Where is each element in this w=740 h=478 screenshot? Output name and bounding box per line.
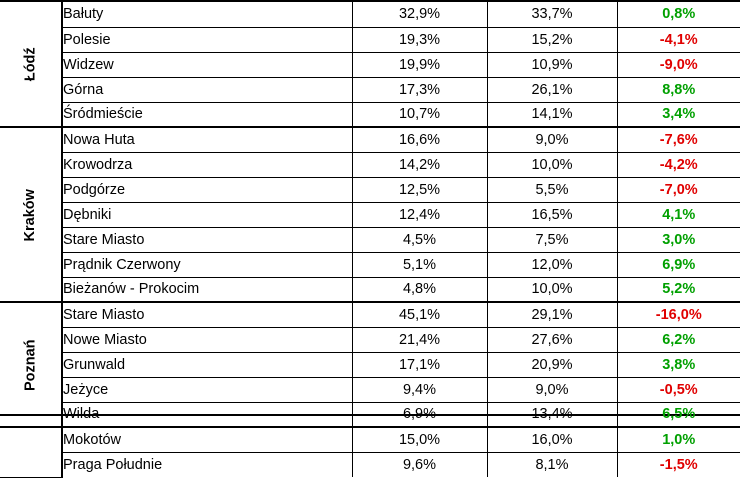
- table-row: [0, 427, 740, 452]
- table-row: [0, 302, 740, 327]
- table-row: [0, 102, 740, 127]
- table-row: [0, 402, 740, 427]
- difference-cell: 3,4%: [617, 102, 740, 127]
- value-first-period-cell: 21,4%: [352, 327, 487, 352]
- value-first-period-cell: 4,8%: [352, 277, 487, 302]
- table-row: [0, 177, 740, 202]
- value-second-period-cell: 9,0%: [487, 127, 617, 152]
- district-name-cell: Prądnik Czerwony: [62, 252, 352, 277]
- value-second-period-cell: 33,7%: [487, 2, 617, 27]
- difference-cell: -4,2%: [617, 152, 740, 177]
- value-second-period-cell: 10,0%: [487, 152, 617, 177]
- value-first-period-cell: 9,6%: [352, 452, 487, 477]
- value-first-period-cell: 16,6%: [352, 127, 487, 152]
- difference-cell: -7,6%: [617, 127, 740, 152]
- table-row: [0, 202, 740, 227]
- value-second-period-cell: 10,9%: [487, 52, 617, 77]
- value-second-period-cell: 29,1%: [487, 302, 617, 327]
- district-name-cell: Nowe Miasto: [62, 327, 352, 352]
- value-second-period-cell: 16,0%: [487, 427, 617, 452]
- value-first-period-cell: 32,9%: [352, 2, 487, 27]
- city-group-label: [0, 302, 62, 427]
- table-body: [0, 2, 740, 477]
- value-first-period-cell: 19,3%: [352, 27, 487, 52]
- district-name-cell: Dębniki: [62, 202, 352, 227]
- difference-cell: 6,9%: [617, 252, 740, 277]
- difference-cell: -16,0%: [617, 302, 740, 327]
- value-second-period-cell: 16,5%: [487, 202, 617, 227]
- value-first-period-cell: 15,0%: [352, 427, 487, 452]
- district-name-cell: Mokotów: [62, 427, 352, 452]
- city-group-label: [0, 127, 62, 302]
- district-name-cell: Praga Południe: [62, 452, 352, 477]
- value-first-period-cell: 17,3%: [352, 77, 487, 102]
- value-second-period-cell: 7,5%: [487, 227, 617, 252]
- value-first-period-cell: 19,9%: [352, 52, 487, 77]
- value-first-period-cell: 10,7%: [352, 102, 487, 127]
- difference-cell: 4,1%: [617, 202, 740, 227]
- value-second-period-cell: 5,5%: [487, 177, 617, 202]
- difference-cell: -9,0%: [617, 52, 740, 77]
- district-name-cell: Górna: [62, 77, 352, 102]
- value-first-period-cell: 5,1%: [352, 252, 487, 277]
- difference-cell: 3,0%: [617, 227, 740, 252]
- table-row: [0, 377, 740, 402]
- difference-cell: 5,2%: [617, 277, 740, 302]
- value-second-period-cell: 10,0%: [487, 277, 617, 302]
- difference-cell: 6,5%: [617, 402, 740, 427]
- value-first-period-cell: 9,4%: [352, 377, 487, 402]
- value-second-period-cell: 12,0%: [487, 252, 617, 277]
- table-row: [0, 27, 740, 52]
- value-second-period-cell: 9,0%: [487, 377, 617, 402]
- district-name-cell: Stare Miasto: [62, 302, 352, 327]
- difference-cell: -0,5%: [617, 377, 740, 402]
- value-first-period-cell: 17,1%: [352, 352, 487, 377]
- difference-cell: 6,2%: [617, 327, 740, 352]
- difference-cell: 0,8%: [617, 2, 740, 27]
- district-name-cell: Śródmieście: [62, 102, 352, 127]
- value-first-period-cell: 45,1%: [352, 302, 487, 327]
- value-second-period-cell: 13,4%: [487, 402, 617, 427]
- district-name-cell: Polesie: [62, 27, 352, 52]
- city-group-label-text: Łódź: [22, 47, 39, 82]
- difference-cell: -4,1%: [617, 27, 740, 52]
- district-name-cell: Widzew: [62, 52, 352, 77]
- district-name-cell: Wilda: [62, 402, 352, 427]
- city-group-label-text: Poznań: [22, 338, 39, 391]
- difference-cell: 1,0%: [617, 427, 740, 452]
- district-name-cell: Bieżanów - Prokocim: [62, 277, 352, 302]
- difference-cell: 8,8%: [617, 77, 740, 102]
- table-row: [0, 277, 740, 302]
- value-first-period-cell: 4,5%: [352, 227, 487, 252]
- difference-cell: -1,5%: [659, 456, 698, 473]
- value-first-period-cell: 12,5%: [352, 177, 487, 202]
- district-name-cell: Podgórze: [62, 177, 352, 202]
- table-row: [0, 452, 740, 477]
- value-second-period-cell: 15,2%: [487, 27, 617, 52]
- city-group-label: [0, 427, 62, 477]
- district-name-cell: Nowa Huta: [62, 127, 352, 152]
- value-second-period-cell: 27,6%: [487, 327, 617, 352]
- table-row: [0, 77, 740, 102]
- table-row: [0, 352, 740, 377]
- table-row: [0, 252, 740, 277]
- table-row: [0, 2, 740, 27]
- table-row: [0, 152, 740, 177]
- district-name-cell: Jeżyce: [62, 377, 352, 402]
- table-row: [0, 127, 740, 152]
- city-group-label: [0, 2, 62, 127]
- table-row: [0, 327, 740, 352]
- difference-cell: -7,0%: [617, 177, 740, 202]
- value-first-period-cell: 6,9%: [352, 402, 487, 427]
- value-first-period-cell: 12,4%: [352, 202, 487, 227]
- value-second-period-cell: 8,1%: [487, 452, 617, 477]
- value-second-period-cell: 26,1%: [487, 77, 617, 102]
- district-name-cell: Bałuty: [62, 2, 352, 27]
- district-name-cell: Krowodrza: [62, 152, 352, 177]
- value-second-period-cell: 20,9%: [487, 352, 617, 377]
- district-name-cell: Grunwald: [62, 352, 352, 377]
- value-second-period-cell: 14,1%: [487, 102, 617, 127]
- data-table: [0, 2, 740, 478]
- table-row: [0, 227, 740, 252]
- difference-cell: 3,8%: [617, 352, 740, 377]
- table-row: [0, 52, 740, 77]
- city-group-label-text: Kraków: [22, 188, 39, 241]
- value-first-period-cell: 14,2%: [352, 152, 487, 177]
- district-name-cell: Stare Miasto: [62, 227, 352, 252]
